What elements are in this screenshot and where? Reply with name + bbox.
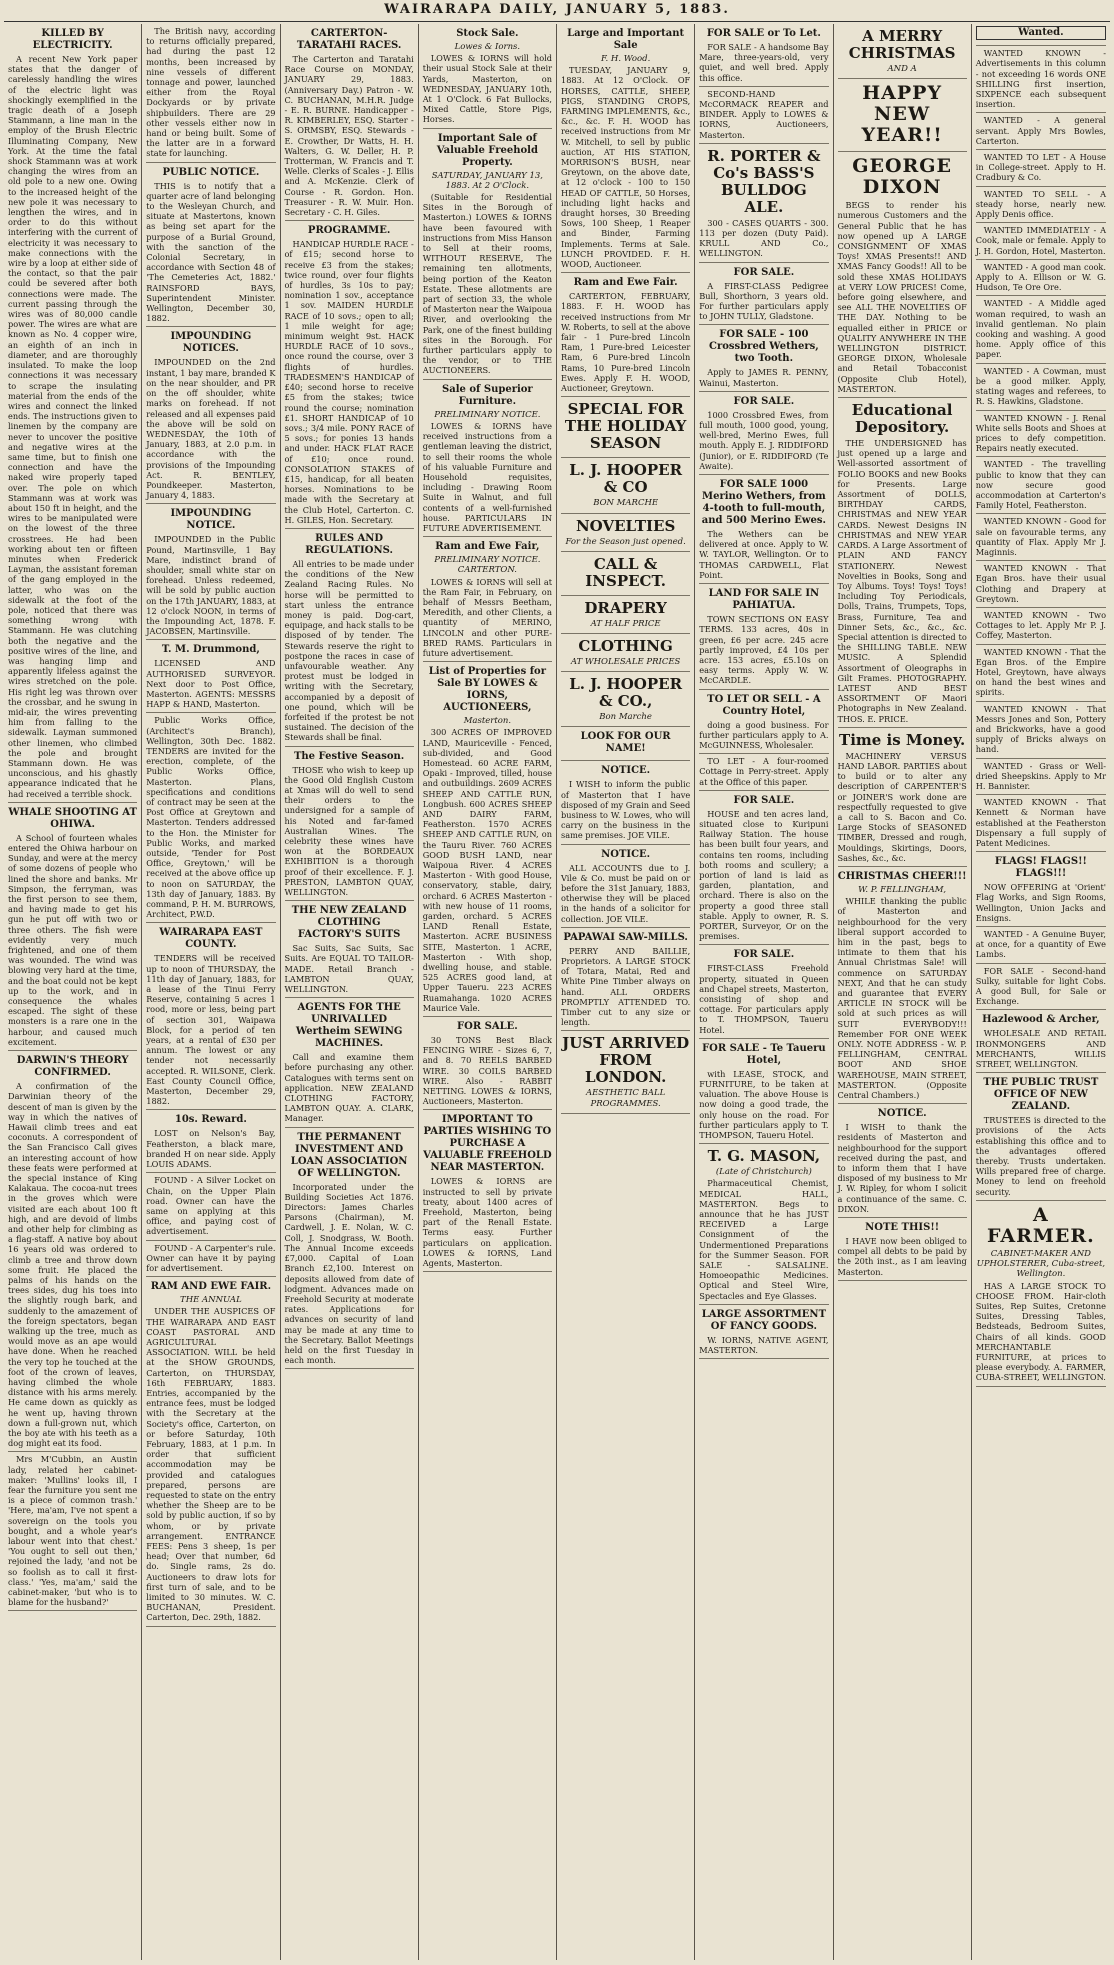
advertisement-item [561, 458, 690, 513]
item-heading: THE PERMANENT INVESTMENT AND LOAN ASSOCIATION OF WELLINGTON. [290, 1131, 408, 1179]
item-body: Incorporated under the Building Societies Act 1876. Directors: James Charles Parsons (Chairman), M. Cardwell, J. E. Nolan, W. C. Coll, J. Snodgrass, W. Booth. The Annual Income exceeds £7,000. Capital of Loan Branch £2,100. Interest on deposits allowed from date of lodgment. Advances made on Freehold Security at moderate rates. Applications for advances on security of land may be made at any time to the Secretary. Ballot Meetings held on the first Tuesday in each month. [284, 1181, 414, 1366]
advertisement-item [146, 163, 275, 328]
item-body: WANTED - The travelling public to know that they can now secure good accommodation at Carterton's Family Hotel, Featherston. [975, 459, 1106, 511]
advertisement-item [285, 1128, 414, 1370]
advertisement-item [146, 640, 275, 713]
item-body: THE UNDERSIGNED has just opened up a large and Well-assorted assortment of FOLIO BOOKS and new Books for Presents. Large Assortment of DOLLS, BIRTHDAY CARDS, CHRISTMAS and NEW YEAR CARDS. Newest Designs IN CHRISTMAS and NEW YEAR CARDS. A Large Assortment of PLAIN AND FANCY STATIONERY. Newest Novelties in Books, Song and Toy Albums. Toys! Toys! Toys! Including Toy Periodicals, Dolls, Trains, Trumpets, Tops, Brass, Furniture, Tea and Dinner Sets, &c., &c., &c. Special attention is directed to the SHILLING TABLE. NEW MUSIC. A Splendid Assortment of Oleographs in Gilt Frames. PHOTOGRAPHY. LATEST AND BEST ASSORTMENT OF Maori Photographs in New Zealand. THOS. E. PRICE. [837, 438, 967, 724]
item-heading: PROGRAMME. [307, 225, 391, 237]
advertisement-item [838, 398, 967, 728]
item-subheading: AND A [887, 64, 917, 74]
item-subheading: THE ANNUAL [180, 1295, 242, 1306]
advertisement-item [699, 791, 828, 946]
item-body: A FIRST-CLASS Pedigree Bull, Shorthorn, 3 years old. For further particulars apply to JOHN TULLY, Gladstone. [699, 280, 829, 322]
column-2 [142, 24, 280, 1960]
item-heading: FOR SALE. [733, 794, 795, 806]
advertisement-item [699, 392, 828, 475]
advertisement-item [976, 260, 1106, 297]
advertisement-item [976, 702, 1106, 759]
advertisement-item [423, 129, 552, 380]
item-heading: CARTERTON-TARATAHI RACES. [296, 28, 402, 51]
item-body: A School of fourteen whales entered the Ohiwa harbour on Sunday, and were at the mercy of some dozens of people who lined the shore and banks. Mr Simpson, the ferryman, was the first person to see them, and having made to get his gun he put off with two or three others. The fish were evidently very much frightened, and one of them was wounded. The wind was blowing very hard at the time, and the boat could not be kept up to the work, and in consequence the whales escaped. The sight of these monsters is a rare one in the harbour, and caused much excitement. [8, 832, 138, 1047]
item-heading: CLOTHING [578, 636, 673, 655]
advertisement-item [146, 24, 275, 163]
advertisement-item [976, 187, 1106, 224]
advertisement-item [285, 221, 414, 529]
advertisement-item [838, 1104, 967, 1218]
advertisement-item [146, 1241, 275, 1278]
item-body: The Carterton and Taratahi Race Course on MONDAY, JANUARY 29, 1883. (Anniversary Day.) Patron - W. C. BUCHANAN, M.H.R. Judge - E. R. BURNE. Handicapper - R. KIMBERLEY, ESQ. Starter - S. ORMSBY, ESQ. Stewards - E. Crowther, Dr Watts, H. H. Walters, G. W. Deller, H. P. Trotterman, W. Francis and T. Welle. Clerks of Scales - J. Ellis and A. McKenzie. Clerk of Course - R. Gordon. Hon. Treasurer - R. W. Muir. Hon. Secretary - C. H. Giles. [284, 54, 414, 218]
item-heading: The Festive Season. [293, 750, 405, 762]
advertisement-item [561, 24, 690, 273]
item-body: I WISH to thank the residents of Masterton and neighbourhood for the support received during the past, and to inform them that I have disposed of my business to Mr J. W. Ripley, for whom I solicit a continuance of the same. C. DIXON. [837, 1122, 967, 1214]
advertisement-item [976, 645, 1106, 702]
advertisement-item [8, 1051, 137, 1452]
item-heading: NOTICE. [601, 765, 651, 777]
advertisement-item [285, 529, 414, 747]
advertisement-item [146, 504, 275, 640]
item-subheading: AESTHETIC BALL PROGRAMMES. [585, 1088, 666, 1109]
item-heading: WAIRARAPA EAST COUNTY. [159, 927, 263, 951]
advertisement-item [976, 457, 1106, 514]
advertisement-item [285, 24, 414, 221]
item-body: WANTED KNOWN - Advertisements in this column - not exceeding 16 words ONE SHILLING first insertion, SIXPENCE each subsequent insertion. [975, 48, 1106, 110]
item-subheading: PRELIMINARY NOTICE. [434, 409, 541, 420]
advertisement-item [838, 24, 967, 79]
advertisement-item [699, 475, 828, 584]
advertisement-item [976, 1010, 1106, 1073]
item-heading: A MERRY CHRISTMAS [848, 27, 956, 62]
advertisement-item [146, 1173, 275, 1240]
item-heading: FOR SALE. [733, 266, 795, 278]
advertisement-item [561, 845, 690, 928]
item-heading: Hazlewood & Archer, [982, 1014, 1100, 1026]
item-body: NOW OFFERING at 'Orient' Flag Works, and Sign Rooms, Wellington, Union Jacks and Ensigns. [975, 882, 1106, 923]
item-body: FOR SALE - A handsome Bay Mare, three-years-old, very quiet, and well bred. Apply this office. [699, 42, 829, 83]
advertisement-item [561, 727, 690, 761]
item-heading: NOTICE. [877, 1108, 927, 1120]
advertisement-item [699, 325, 828, 391]
item-body: CARTERTON, FEBRUARY, 1883. F. H. WOOD has received instructions from Mr W. Roberts, to sell at the above fair - 1 Pure-bred Lincoln Ram, 1 Pure-bred Leicester Ram, 6 Pure-bred Lincoln Rams, 10 Pure-bred Lincoln Ewes. Apply F. H. WOOD, Auctioneer, Greytown. [561, 291, 691, 394]
item-body: 300 ACRES OF IMPROVED LAND, Mauriceville - Fenced, sub-divided, and Good Homestead. 60 ACRE FARM, Opaki - Improved, tilled, house and outbuildings. 2609 ACRES SHEEP AND CATTLE RUN, Longbush. 600 ACRES SHEEP AND DAIRY FARM, Featherston. 1570 ACRES SHEEP AND CATTLE RUN, on the Tauru River. 760 ACRES GOOD BUSH LAND, near Waipoua River. 4 ACRES Masterton - With good House, conservatory, stable, dairy, orchard. 6 ACRES Masterton - with new house of 11 rooms, garden, orchard. 5 ACRES LAND Renall Estate, Masterton. ACRE BUSINESS SITE, Masterton. 1 ACRE, Masterton - With shop, dwelling house, and stable. 525 ACRES good land, at Upper Taueru. 223 ACRES Ruamahanga. 1020 ACRES Maurice Vale. [422, 727, 552, 1013]
advertisement-item [976, 514, 1106, 561]
item-body: THOSE who wish to keep up the Good Old English Custom at Xmas will do well to send their orders to the undersigned for a sample of his Noted and far-famed Australian Wines. The celebrity these wines have won at the BORDEAUX EXHIBITION is a thorough proof of their excellence. F. J. PRESTON, LAMBTON QUAY, WELLINGTON. [284, 764, 414, 898]
item-subheading: CABINET-MAKER AND UPHOLSTERER, Cuba-street, Wellington. [976, 1248, 1106, 1280]
advertisement-item [8, 24, 137, 803]
advertisement-item [976, 927, 1106, 964]
item-heading: IMPOUNDING NOTICES. [170, 331, 252, 355]
item-body: HAS A LARGE STOCK TO CHOOSE FROM. Hair-cloth Suites, Rep Suites, Cretonne Suites, Dressing Tables, Bedsteads, Bedroom Suites, Chairs of all kinds. GOOD MERCHANTABLE FURNITURE, at prices to please everybody. A. FARMER, CUBA-STREET, WELLINGTON. [975, 1280, 1106, 1383]
item-subheading: PRELIMINARY NOTICE. CARTERTON. [434, 555, 541, 576]
item-subheading: SATURDAY, JANUARY 13, 1883. At 2 O'Clock. [431, 170, 543, 191]
item-subheading: Bon Marche [599, 712, 652, 723]
advertisement-item [561, 672, 690, 727]
advertisement-item [699, 1144, 828, 1305]
advertisement-item [976, 411, 1106, 458]
advertisement-item [976, 364, 1106, 411]
item-heading: WHALE SHOOTING AT OHIWA. [8, 806, 137, 830]
item-heading: FLAGS! FLAGS!! FLAGS!!! [994, 856, 1087, 880]
advertisement-item [561, 634, 690, 672]
item-body: A confirmation of the Darwinian theory of the descent of man is given by the way in which the natives of Hawaii climb trees and eat coconuts. A correspondent of the San Francisco Call gives an interesting account of how these feats were performed at the special instance of King Kalakaua. The cocoa-nut trees in the groves which were visited are each about 100 ft high, and are devoid of limbs and other help for climbing as a flag-staff. A native boy about 16 years old was ordered to climb a tree and throw down some fruit. He placed the palms of his hands on the trees sides, dug his toes into the slightly rough bark, and suddenly to the amazement of the foreign spectators, began walking up the tree, much as would move as an ape would have done. When he reached the very top he touched at the foot of the crown of leaves, having climbed the whole distance with his arms merely. He came down as quickly as he went up, having thrown down a full-grown nut, which the boy ate with his teeth as a dog might eat its food. [8, 1081, 138, 1449]
item-body: ALL ACCOUNTS due to J. Vile & Co. must be paid on or before the 31st January, 1883, otherwise they will be placed in the hands of a solicitor for collection. JOE VILE. [561, 862, 691, 924]
advertisement-item [699, 754, 828, 791]
item-body: LOWES & IORNS have received instructions from a gentleman leaving the district, to sell their rooms the whole of his valuable Furniture and Household requisites, including - Drawing Room Suite in Walnut, and full contents of a well-furnished house. PARTICULARS IN FUTURE ADVERTISEMENT. [422, 420, 552, 533]
item-body: WANTED KNOWN - That Messrs Jones and Son, Pottery and Brickworks, have a good supply of Bricks always on hand. [975, 703, 1106, 755]
item-body: FOR SALE - Second-hand Sulky, suitable for light Cobs. A good Bull, for Sale or Exchange. [975, 965, 1106, 1007]
item-heading: DARWIN'S THEORY CONFIRMED. [16, 1055, 129, 1079]
item-subheading: (Late of Christchurch) [715, 1167, 812, 1178]
item-body: WANTED KNOWN - Two Cottages to let. Apply Mr P. J. Coffey, Masterton. [975, 609, 1106, 641]
item-heading: Ram and Ewe Fair, [435, 541, 540, 553]
advertisement-item [561, 552, 690, 596]
item-body: MACHINERY VERSUS HAND LABOR. PARTIES about to build or to alter any description of CARPENTER'S or JOINER'S work done are respectfully requested to give a call to S. Bacon and Co. Large Stocks of SEASONED TIMBER, Dressed and rough, Mouldings, Skirtings, Doors, Sashes, &c., &c. [837, 750, 967, 863]
column-7 [834, 24, 972, 1960]
advertisement-item [838, 79, 967, 152]
advertisement-item [561, 273, 690, 397]
item-subheading: F. H. Wood. [600, 54, 651, 64]
item-heading: Important Sale of Valuable Freehold Property. [436, 132, 538, 168]
item-heading: L. J. HOOPER & CO., [569, 675, 683, 711]
section-heading: Wanted. [976, 26, 1106, 40]
item-subheading: AT WHOLESALE PRICES [570, 656, 681, 667]
item-body: Public Works Office, (Architect's Branch), Wellington, 30th Dec. 1882. TENDERS are invited for the erection, complete, of the Public Works Office, Masterton. Plans, specifications and conditions of contract may be seen at the Post Office at Greytown and Masterton. Tenders addressed to the Hon. the Minister for Public Works, and marked outside, 'Tender for Post Office, Greytown,' will be received at the above office up to noon on SATURDAY, the 13th day of January, 1883. By command, P. H. M. BURROWS, Architect, P.W.D. [146, 715, 276, 920]
item-heading: RAM AND EWE FAIR. [150, 1281, 272, 1293]
masthead: WAIRARAPA DAILY, JANUARY 5, 1883. [384, 2, 730, 17]
advertisement-item [976, 46, 1106, 113]
item-heading: R. PORTER & Co's BASS'S BULLDOG ALE. [707, 146, 821, 216]
item-body: WANTED - A Middle aged woman required, to wash an invalid gentleman. No plain cooking and washing. A good home. Apply office of this paper. [975, 298, 1106, 360]
item-heading: LARGE ASSORTMENT OF FANCY GOODS. [701, 1308, 827, 1332]
item-heading: LOOK FOR OUR NAME! [580, 731, 671, 755]
item-heading: PAPAWAI SAW-MILLS. [563, 931, 688, 943]
item-heading: Stock Sale. [456, 28, 519, 39]
advertisement-item [976, 608, 1106, 645]
item-heading: Ram and Ewe Fair. [573, 277, 678, 289]
item-heading: THE NEW ZEALAND CLOTHING FACTORY'S SUITS [291, 905, 407, 941]
advertisement-item [561, 596, 690, 634]
item-heading: HAPPY NEW YEAR!! [861, 82, 943, 147]
item-body: (Suitable for Residential Sites in the Borough of Masterton.) LOWES & IORNS have been favoured with instructions from Miss Hanson to Sell at their rooms, WITHOUT RESERVE, The remaining ten allotments, being portion of the Keaton Estate. These allotments are part of section 33, the whole of Masterton near the Waipoua River, and overlooking the Park, one of the finest building sites in the Borough. For further particulars apply to the vendor, or to THE AUCTIONEERS. [422, 192, 552, 376]
advertisement-item [838, 867, 967, 1104]
advertisement-item [423, 380, 552, 537]
item-heading: T. M. Drummond, [161, 644, 260, 656]
advertisement-item [976, 1201, 1106, 1387]
item-heading: FOR SALE. [733, 395, 795, 407]
item-body: WANTED - A Genuine Buyer, at once, for a quantity of Ewe Lambs. [975, 929, 1106, 960]
item-heading: RULES AND REGULATIONS. [305, 532, 393, 556]
item-body: WANTED KNOWN - That Egan Bros. have their usual Clothing and Drapery at Greytown. [975, 563, 1106, 604]
advertisement-item [699, 24, 828, 87]
advertisement-item [561, 514, 690, 552]
item-body: Mrs M'Cubbin, an Austin lady, related her cabinet-maker: 'Mullins' looks ill, I fear the furniture you sent me is a piece of common trash.' 'Here, ma'am, I've not spent a sovereign on the tools you bought, and a whole year's labour went into that chest.' 'You ought to sell out then,' rejoined the lady, 'and not be so foolish as to call it first-class.' 'Yes, ma'am,' said the cabinet-maker, 'but who is to blame for the husband?' [8, 1454, 138, 1608]
item-body: WHILE thanking the public of Masterton and neighbourhood for the very liberal support accorded to him in the past, begs to intimate to them that his Annual Christmas Sale! will commence on SATURDAY NEXT, And that he can study and guarantee that EVERY ARTICLE IN STOCK will be sold at such prices as will SUIT EVERYBODY!!! Remember FOR ONE WEEK ONLY. NOTE ADDRESS - W. P. FELLINGHAM, CENTRAL BOOT AND SHOE WAREHOUSE, MAIN STREET, MASTERTON. (Opposite Central Chambers.) [837, 896, 967, 1101]
advertisement-item [285, 747, 414, 902]
column-6 [695, 24, 833, 1960]
item-body: HANDICAP HURDLE RACE - of £15; second horse to receive £3 from the stakes; twice round, over four flights of hurdles, 3s 10s to pay; nomination 1 sov., acceptance 1 sov. MAIDEN HURDLE RACE of 10 sovs.; open to all; 1 mile weight for age; minimum weight 9st. HACK HURDLE RACE of 10 sovs., once round the course, over 3 flights of hurdles. TRADESMEN'S HANDICAP of £40; second horse to receive £5 from the stakes; twice round the course; nomination £1. SHORT HANDICAP of 10 sovs.; 3/4 mile. PONY RACE of 5 sovs.; for ponies 13 hands and under. HACK FLAT RACE of £10; once round. CONSOLATION STAKES of £15, handicap, for all beaten horses. Nominations to be made with the Secretary at the Club Hotel, Carterton. C. H. GILES, Hon. Secretary. [284, 239, 414, 525]
item-body: WANTED - A good man cook. Apply to A. Ellison or W. G. Hudson, Te Ore Ore. [975, 261, 1106, 293]
advertisement-item [699, 144, 828, 263]
item-body: TENDERS will be received up to noon of THURSDAY, the 11th day of January, 1883, for a lease of the Tinui Ferry Reserve, containing 5 acres 1 rood, more or less, being part of section 301, Waipawa Block, for a period of ten years, at a rental of £30 per annum. The lowest or any tender not necessarily accepted. R. WILSONE, Clerk. East County Council Office, Masterton, December 29, 1882. [146, 953, 276, 1107]
advertisement-item [838, 152, 967, 398]
advertisement-item [699, 690, 828, 755]
advertisement-item [838, 1218, 967, 1281]
item-heading: DRAPERY [584, 598, 667, 617]
item-body: IMPOUNDED in the Public Pound, Martinsville, 1 Bay Mare, indistinct brand of shoulder, small white star on forehead. Unless redeemed, will be sold by public auction on the 17th JANUARY, 1883, at 12 o'clock NOON, in terms of the Impounding Act, 1878. F. JACOBSEN, Martinsville. [146, 534, 276, 637]
item-heading: KILLED BY ELECTRICITY. [32, 28, 113, 51]
item-body: I WISH to inform the public of Masterton that I have disposed of my Grain and Seed business to W. Lowes, who will carry on the business in the same premises. JOE VILE. [561, 779, 691, 841]
advertisement-item [976, 24, 1106, 46]
item-heading: FOR SALE. [457, 1021, 518, 1033]
advertisement-item [423, 1017, 552, 1110]
item-heading: T. G. MASON, [707, 1147, 821, 1166]
advertisement-item [561, 761, 690, 844]
column-8 [972, 24, 1110, 1960]
advertisement-item [976, 1073, 1106, 1201]
item-body: TRUSTEES is directed to the provisions of the Acts establishing this office and to the advantages offered thereby. Trusts undertaken. Wills prepared free of charge. Money to lend on freehold security. [975, 1115, 1106, 1197]
item-heading: NOTICE. [601, 848, 651, 860]
item-body: Apply to JAMES R. PENNY, Wainui, Masterton. [699, 367, 829, 388]
item-heading: 10s. Reward. [174, 1114, 247, 1126]
item-body: FOUND - A Silver Locket on Chain, on the Upper Plain road. Owner can have the same on applying at this office, and paying cost of advertisement. [146, 1175, 276, 1237]
masthead-rule [4, 21, 1110, 22]
item-heading: FOR SALE or To Let. [706, 28, 821, 39]
advertisement-item [699, 1305, 828, 1359]
advertisement-item [976, 561, 1106, 608]
item-body: THIS is to notify that a quarter acre of land belonging to the Wesleyan Church, and situate at Mastertons, known as being set apart for the purpose of a Burial Ground, with the sanction of the Colonial Secretary, in accordance with Section 48 of 'The Cemeteries Act, 1882.' RAINSFORD BAYS, Superintendent Minister. Wellington, December 30, 1882. [146, 180, 276, 324]
item-body: Pharmaceutical Chemist, MEDICAL HALL, MASTERTON. Begs to announce that he has JUST RECEIVED a Large Consignment of the Undermentioned Preparations for the Summer Season. FOR SALE - SALSALINE. Homoeopathic Medicines. Optical and Steel Wire, Spectacles and Eye Glasses. [699, 1178, 829, 1301]
item-body: LICENSED AND AUTHORISED SURVEYOR. Next door to Post Office, Masterton. AGENTS: MESSRS HAPP & HAND, Masterton. [146, 658, 276, 710]
advertisement-item [561, 928, 690, 1032]
item-heading: CALL & INSPECT. [585, 554, 666, 590]
item-body: WANTED TO LET - A House in College-street. Apply to H. Cradbury & Co. [975, 152, 1106, 183]
item-body: IMPOUNDED on the 2nd instant, 1 bay mare, branded K on the near shoulder, and PR on the off shoulder, white marks on forehead. If not released and all expenses paid the above will be sold on WEDNESDAY, the 10th of January, 1883, at 2.0 p.m. in accordance with the provisions of the Impounding Act. R. BENTLEY, Poundkeeper. Masterton, January 4, 1883. [146, 357, 276, 501]
item-body: WANTED KNOWN - That the Egan Bros. of the Empire Hotel, Greytown, have always on hand the best wines and spirits. [975, 646, 1106, 698]
advertisement-item [699, 263, 828, 326]
column-1 [4, 24, 142, 1960]
advertisement-item [976, 759, 1106, 796]
item-body: TO LET - A four-roomed Cottage in Perry-street. Apply at the Office of this paper. [699, 756, 829, 787]
item-body: A recent New York paper states that the danger of carelessly handling the wires of the electric light was shockingly exemplified in the tragic death of a Joseph Stammann, a line man in the employ of the Brush Electric Illuminating Company, New York. At the time the fatal shock Stammann was at work changing the wires from an old pole to a new one. Owing to the increased height of the new pole it was necessary to lengthen the wires, and in order to do this without interfering with the current of electricity it was necessary to make connections with the wire by a loop at either side of the contact, so that the pair could be severed after both connections were made. The current passing through the wires was of 80,000 candle power. The wires are what are known as No. 4 copper wire, an eighth of an inch in diameter, and are thoroughly insulated. To make the loop connections it was necessary to scrape the insulating material from the ends of the wires and connect the linked ends. The instructions given to linemen by the company are never to uncover the positive and negative wires at the same time, but to finish one connection and have the naked wire properly taped over. The pole on which Stammann was at work was about 150 ft in height, and the wires to be manipulated were on the lowest of the three crosstrees. He had been working about ten or fifteen minutes when Frederick Layman, the assistant foreman of the gang employed in the latter, who was on the sidewalk at the foot of the pole, noticed that there was something wrong with Stammann. He was clutching both the negative and the positive wires of the line, and was hanging limp and apparently lifeless against the wires stretched on the pole. His right leg was thrown over the crossbar, and he swung in mid-air, the wires preventing him from falling to the sidewalk. Layman summoned other linemen, who climbed the pole and brought Stammann down. He was unconscious, and his ghastly appearance indicated that he had received a terrible shock. [8, 54, 138, 799]
item-heading: FOR SALE - Te Taueru Hotel, [702, 1042, 826, 1066]
columns-container [4, 24, 1110, 1960]
item-subheading: Lowes & Iorns. [454, 42, 521, 52]
advertisement-item [146, 1110, 275, 1173]
advertisement-item [976, 852, 1106, 927]
item-heading: LAND FOR SALE IN PAHIATUA. [708, 588, 820, 612]
advertisement-item [423, 662, 552, 1017]
item-subheading: Masterton. [463, 716, 512, 727]
advertisement-item [146, 923, 275, 1110]
advertisement-item [976, 223, 1106, 260]
advertisement-item [8, 803, 137, 1051]
advertisement-item [838, 728, 967, 867]
item-body: All entries to be made under the conditions of the New Zealand Racing Rules. No horse will be permitted to start unless the entrance money is paid. Dog-cart, equipage, and hack stalls to be disposed of by tender. The Stewards reserve the right to postpone the races in case of unfavourable weather. Any protest must be lodged in writing with the Secretary, accompanied by a deposit of one pound, which will be forfeited if the protest be not sustained. The decision of the Stewards shall be final. [284, 558, 414, 743]
item-body: WANTED - Grass or Well-dried Sheepskins. Apply to Mr H. Bannister. [975, 760, 1106, 791]
item-body: WANTED - A Cowman, must be a good milker. Apply, stating wages and referees, to R. S. Hawkins, Gladstone. [975, 365, 1106, 407]
column-5 [557, 24, 695, 1960]
item-heading: CHRISTMAS CHEER!!! [837, 870, 967, 882]
item-body: SECOND-HAND McCORMACK REAPER and BINDER. Apply to LOWES & IORNS, Auctioneers, Masterton. [699, 88, 829, 140]
item-body: The Wethers can be delivered at once. Apply to W. W. TAYLOR, Wellington. Or to THOMAS CARDWELL, Flat Point. [699, 529, 829, 580]
item-heading: FOR SALE - 100 Crossbred Wethers, two Tooth. [709, 329, 819, 365]
advertisement-item [699, 87, 828, 144]
item-body: WANTED - A general servant. Apply Mrs Bowles, Carterton. [975, 115, 1106, 146]
item-body: doing a good business. For further particulars apply to A. McGUINNESS, Wholesaler. [699, 719, 829, 750]
item-heading: JUST ARRIVED FROM LONDON. [562, 1034, 690, 1087]
advertisement-item [699, 584, 828, 689]
item-heading: NOVELTIES [575, 516, 676, 535]
item-body: UNDER THE AUSPICES OF THE WAIRARAPA AND EAST COAST PASTORAL AND AGRICULTURAL ASSOCIATION. WILL be held at the SHOW GROUNDS, Carterton, on THURSDAY, 16th FEBRUARY, 1883. Entries, accompanied by the entrance fees, must be lodged with the Secretary at the Society's office, Carterton, on or before Saturday, 10th February, 1883, at 1 p.m. In order that sufficient accommodation may be provided and catalogues prepared, persons are requested to state on the entry whether the Sheep are to be sold by public auction, if so by whom, or by private arrangement. ENTRANCE FEES: Pens 3 sheep, 1s per head; Over that number, 6d do. Single rams, 2s do. Auctioneers to draw lots for first turn of sale, and to be limited to 30 minutes. W. C. BUCHANAN, President. Carterton, Dec. 29th, 1882. [146, 1306, 276, 1623]
item-heading: Educational Depository. [851, 401, 953, 437]
item-body: HOUSE and ten acres land, situated close to Kuripuni Railway Station. The house has been built four years, and contains ten rooms, including both rooms and scullery; a portion of land is laid as garden, plantation, and orchard. There is also on the property a good three stall stable. Apply to owner, R. S. PORTER, Surveyor, Or on the premises. [699, 808, 829, 942]
item-body: PERRY AND BAILLIE, Proprietors. A LARGE STOCK of Totara, Matai, Red and White Pine Timber always on hand. ALL ORDERS PROMPTLY ATTENDED TO. Timber cut to any size or length. [561, 945, 691, 1028]
item-body: TOWN SECTIONS ON EASY TERMS. 133 acres, 40s in green, £6 per acre. 245 acre partly improved, £4 10s per acre. 153 acres, £5.10s on easy terms. Apply W. W. McCARDLE. [699, 614, 829, 686]
item-body: LOST on Nelson's Bay, Featherston, a black mare, branded H on near side. Apply LOUIS ADAMS. [146, 1128, 276, 1170]
item-heading: IMPOUNDING NOTICE. [170, 508, 252, 532]
item-heading: Sale of Superior Furniture. [442, 383, 533, 407]
advertisement-item [976, 150, 1106, 187]
item-heading: IMPORTANT TO PARTIES WISHING TO PURCHASE A VALUABLE FREEHOLD NEAR MASTERTON. [423, 1114, 552, 1174]
item-heading: List of Properties for Sale BY LOWES & IORNS, AUCTIONEERS, [428, 666, 546, 714]
advertisement-item [423, 24, 552, 129]
item-body: 30 TONS Best Black FENCING WIRE - Sizes 6, 7, and 8. 70 REELS BARBED WIRE. 30 COILS BARBED WIRE. Also - RABBIT NETTING. LOWES & IORNS, Auctioneers, Masterton. [422, 1035, 552, 1107]
item-subheading: BON MARCHE [593, 498, 659, 509]
item-body: LOWES & IORNS will sell at the Ram Fair, in February, on behalf of Messrs Beetham, Meredith, and other Clients, a quantity of MERINO, LINCOLN and other PURE-BRED RAMS. Particulars in future advertisement. [422, 576, 552, 658]
advertisement-item [423, 1110, 552, 1272]
item-body: The British navy, according to returns officially prepared, had during the past 12 months, been increased by nine vessels of different tonnage and power, launched either from the Royal Dockyards or by private shipbuilders. There are 29 other vessels either now in hand or being built. Some of the latter are in a forward state for launching. [146, 26, 276, 159]
item-body: 300 - CASES QUARTS - 300. 113 per dozen (Duty Paid). KRULL AND Co., WELLINGTON. [699, 217, 829, 259]
item-body: FIRST-CLASS Freehold property, situated in Queen and Chapel streets, Masterton, consisting of shop and cottage. For particulars apply to T. THOMPSON, Taueru Hotel. [699, 963, 829, 1035]
column-4 [419, 24, 557, 1960]
item-body: with LEASE, STOCK, and FURNITURE, to be taken at valuation. The above House is now doing a good trade, the only house on the road. For further particulars apply to T. THOMPSON, Taueru Hotel. [699, 1068, 829, 1141]
item-heading: L. J. HOOPER & CO [569, 461, 683, 497]
item-heading: GEORGE DIXON [852, 155, 952, 199]
item-subheading: W. P. FELLINGHAM, [858, 884, 947, 895]
item-heading: TO LET OR SELL - A Country Hotel, [707, 693, 821, 717]
column-3 [281, 24, 419, 1960]
item-body: Call and examine them before purchasing any other. Catalogues with terms sent on application. NEW ZEALAND CLOTHING FACTORY, LAMBTON QUAY. A. CLARK, Manager. [284, 1052, 414, 1124]
item-body: W. IORNS, NATIVE AGENT, MASTERTON. [699, 1334, 829, 1356]
advertisement-item [146, 327, 275, 504]
item-body: TUESDAY, JANUARY 9, 1883. At 12 O'Clock. OF HORSES, CATTLE, SHEEP, PIGS, STANDING CROPS, FARMING IMPLEMENTS, &c., &c., &c. F. H. WOOD has received instructions from Mr W. Mitchell, to sell by public auction, AT HIS STATION, MORRISON'S BUSH, near Greytown, on the above date, at 12 o'clock - 100 to 150 HEAD OF CATTLE, 50 Horses, including light hacks and draught horses, 30 Breeding Sows, 100 Sheep, 1 Reaper and Binder, Farming Implements. Terms at Sale. LUNCH PROVIDED. F. H. WOOD, Auctioneer. [561, 65, 691, 270]
advertisement-item [699, 945, 828, 1038]
item-body: I HAVE now been obliged to compel all debts to be paid by the 20th inst., as I am leaving Masterton. [837, 1236, 967, 1277]
item-subheading: AT HALF PRICE [590, 618, 661, 629]
item-body: WANTED KNOWN - Good for sale on favourable terms, any quantity of Flax. Apply Mr J. Maginnis. [975, 516, 1106, 557]
item-heading: AGENTS FOR THE UNRIVALLED Wertheim SEWING MACHINES. [295, 1002, 403, 1050]
item-heading: SPECIAL FOR THE HOLIDAY SEASON [564, 400, 687, 453]
item-body: WHOLESALE AND RETAIL IRONMONGERS AND MERCHANTS, WILLIS STREET, WELLINGTON. [975, 1028, 1106, 1070]
advertisement-item [561, 397, 690, 458]
item-body: LOWES & IORNS will hold their usual Stock Sale at their Yards, Masterton, on WEDNESDAY, JANUARY 10th, At 1 O'Clock. 6 Fat Bullocks, Mixed Cattle, Store Pigs, Horses. [422, 53, 552, 125]
advertisement-item [146, 713, 275, 923]
advertisement-item [285, 901, 414, 998]
advertisement-item [146, 1277, 275, 1627]
advertisement-item [8, 1452, 137, 1611]
item-body: BEGS to render his numerous Customers and the General Public that he has now opened up A LARGE CONSIGNMENT OF XMAS Toys! XMAS Presents!! AND XMAS Fancy Goods!! All to be sold these XMAS HOLIDAYS at VERY LOW PRICES! Come, before going elsewhere, and see ALL THE NOVELTIES OF THE DAY. Nothing to be equalled either in PRICE or QUALITY ANYWHERE IN THE WELLINGTON DISTRICT. GEORGE DIXON, Wholesale and Retail Tobacconist (Opposite Club Hotel), MASTERTON. [837, 200, 967, 394]
item-body: WANTED KNOWN - That Kennett & Norman have established at the Featherston Dispensary a full supply of Patent Medicines. [975, 797, 1106, 849]
item-body: 1000 Crossbred Ewes, from full mouth, 1000 good, young, well-bred, Merino Ewes, full mouth. Apply E. J. RIDDIFORD (Junior), or E. RIDDIFORD (Te Awaite). [699, 409, 829, 471]
item-body: WANTED KNOWN - J. Renal White sells Boots and Shoes at prices to defy competition. Repairs neatly executed. [975, 412, 1106, 454]
item-heading: FOR SALE 1000 Merino Wethers, from 4-tooth to full-mouth, and 500 Merino Ewes. [701, 479, 826, 527]
advertisement-item [976, 964, 1106, 1011]
advertisement-item [976, 113, 1106, 150]
advertisement-item [976, 296, 1106, 363]
item-heading: PUBLIC NOTICE. [162, 166, 260, 178]
item-heading: FOR SALE. [733, 949, 795, 961]
item-heading: Large and Important Sale [567, 28, 685, 51]
item-body: LOWES & IORNS are instructed to sell by private treaty, about 1400 acres of Freehold, Masterton, being part of the Renall Estate. Terms easy. Further particulars on application. LOWES & IORNS, Land Agents, Masterton. [422, 1176, 552, 1269]
item-body: Sac Suits, Sac Suits, Sac Suits. Are EQUAL TO TAILOR-MADE. Retail Branch - LAMBTON QUAY, WELLINGTON. [284, 943, 414, 995]
item-heading: A FARMER. [986, 1203, 1095, 1247]
item-subheading: For the Season just opened. [565, 536, 686, 547]
advertisement-item [285, 998, 414, 1127]
advertisement-item [561, 1031, 690, 1113]
item-body: WANTED IMMEDIATELY - A Cook, male or female. Apply to J. H. Gordon, Hotel, Masterton. [975, 225, 1106, 256]
item-heading: Time is Money. [839, 730, 966, 749]
item-body: FOUND - A Carpenter's rule. Owner can have it by paying for advertisement. [146, 1242, 276, 1273]
item-heading: THE PUBLIC TRUST OFFICE OF NEW ZEALAND. [983, 1077, 1099, 1113]
advertisement-item [976, 795, 1106, 852]
item-body: WANTED TO SELL - A steady horse, nearly new. Apply Denis office. [975, 188, 1106, 220]
advertisement-item [423, 537, 552, 662]
advertisement-item [699, 1039, 828, 1144]
item-heading: NOTE THIS!! [865, 1222, 940, 1234]
